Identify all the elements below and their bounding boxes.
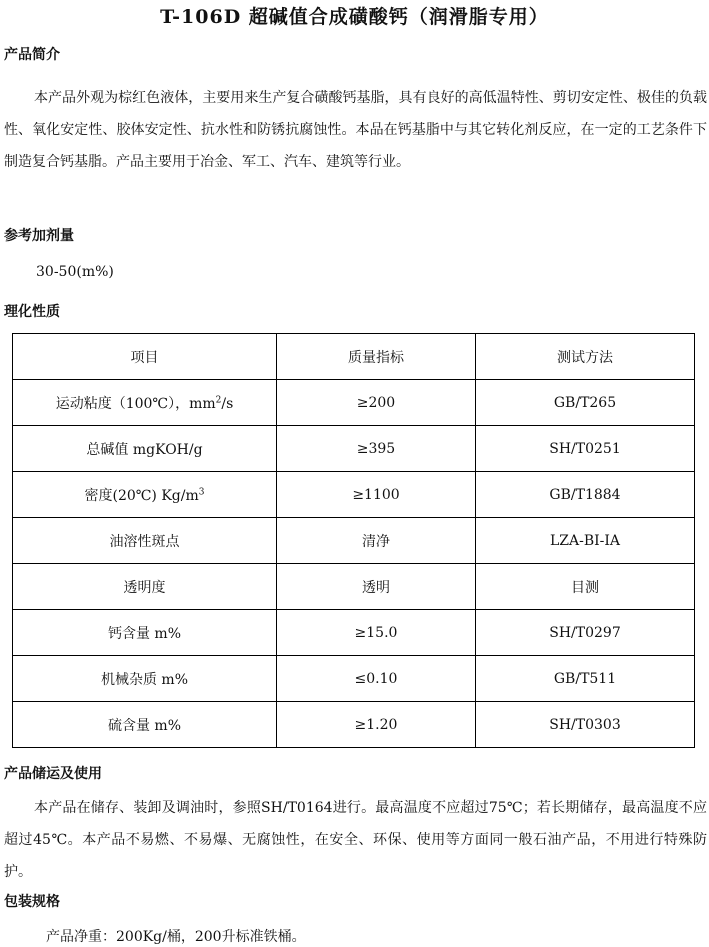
cell-item-text: 钙含量 m% — [107, 625, 182, 642]
table-row — [13, 380, 695, 426]
cell-item-text: 硫含量 m% — [107, 717, 182, 734]
cell-item-text: 机械杂质 m% — [100, 671, 189, 688]
table-row — [13, 702, 695, 748]
cell-method: SH/T0303 — [476, 702, 695, 748]
cell-item-superscript: 3 — [198, 486, 205, 497]
table-row — [13, 656, 695, 702]
cell-item — [13, 610, 277, 656]
cell-spec: ≥1100 — [277, 472, 476, 518]
column-header-spec: 质量指标 — [277, 334, 476, 380]
page-title: T-106D 超碱值合成磺酸钙（润滑脂专用） — [160, 6, 549, 28]
cell-spec: ≥395 — [277, 426, 476, 472]
cell-method: GB/T265 — [476, 380, 695, 426]
cell-method: 目测 — [476, 564, 695, 610]
storage-text: 本产品在储存、装卸及调油时，参照SH/T0164进行。最高温度不应超过75℃；若长期储存，最高温度不应超过45℃。本产品不易燃、不易爆、无腐蚀性，在安全、环保、使用等方面同一般石油产品，不用进行特殊防护。 — [4, 800, 707, 880]
intro-text: 本产品外观为棕红色液体，主要用来生产复合磺酸钙基脂，具有良好的高低温特性、剪切安定性、极佳的负载性、氧化安定性、胶体安定性、抗水性和防锈抗腐蚀性。本品在钙基脂中与其它转化剂反应，在一定的工艺条件下制造复合钙基脂。产品主要用于冶金、军工、汽车、建筑等行业。 — [4, 90, 707, 170]
column-header-item: 项目 — [13, 334, 277, 380]
intro-heading: 产品简介 — [4, 47, 60, 63]
packaging-text: 产品净重：200Kg/桶，200升标准铁桶。 — [46, 929, 306, 945]
properties-heading: 理化性质 — [4, 304, 60, 320]
table-row — [13, 426, 695, 472]
cell-item — [13, 472, 277, 518]
cell-spec: 清净 — [277, 518, 476, 564]
cell-item-text: 运动粘度（100℃），mm — [55, 395, 216, 412]
cell-method: LZA-BI-IA — [476, 518, 695, 564]
cell-method: GB/T1884 — [476, 472, 695, 518]
cell-spec: ≥200 — [277, 380, 476, 426]
dosage-heading: 参考加剂量 — [4, 228, 74, 244]
cell-method: SH/T0297 — [476, 610, 695, 656]
cell-item-text: 透明度 — [123, 579, 166, 596]
cell-item-text: 油溶性斑点 — [109, 533, 180, 550]
cell-item — [13, 380, 277, 426]
cell-method: SH/T0251 — [476, 426, 695, 472]
cell-item — [13, 426, 277, 472]
cell-method: GB/T511 — [476, 656, 695, 702]
table-row — [13, 610, 695, 656]
storage-heading: 产品储运及使用 — [4, 766, 102, 782]
table-row — [13, 472, 695, 518]
table-row — [13, 564, 695, 610]
properties-table — [12, 333, 695, 748]
cell-item-unit: /s — [221, 395, 234, 412]
cell-item — [13, 518, 277, 564]
cell-spec: ≥15.0 — [277, 610, 476, 656]
packaging-heading: 包装规格 — [4, 894, 60, 910]
cell-item-text: 密度(20℃) Kg/m — [84, 487, 199, 504]
cell-item-superscript: 2 — [215, 394, 222, 405]
cell-item — [13, 564, 277, 610]
cell-spec: ≥1.20 — [277, 702, 476, 748]
cell-item — [13, 656, 277, 702]
column-header-method: 测试方法 — [476, 334, 695, 380]
cell-spec: 透明 — [277, 564, 476, 610]
cell-spec: ≤0.10 — [277, 656, 476, 702]
dosage-value: 30-50(m%) — [36, 264, 114, 280]
table-header-row — [13, 334, 695, 380]
table-row — [13, 518, 695, 564]
cell-item-text: 总碱值 mgKOH/g — [86, 441, 203, 458]
cell-item — [13, 702, 277, 748]
